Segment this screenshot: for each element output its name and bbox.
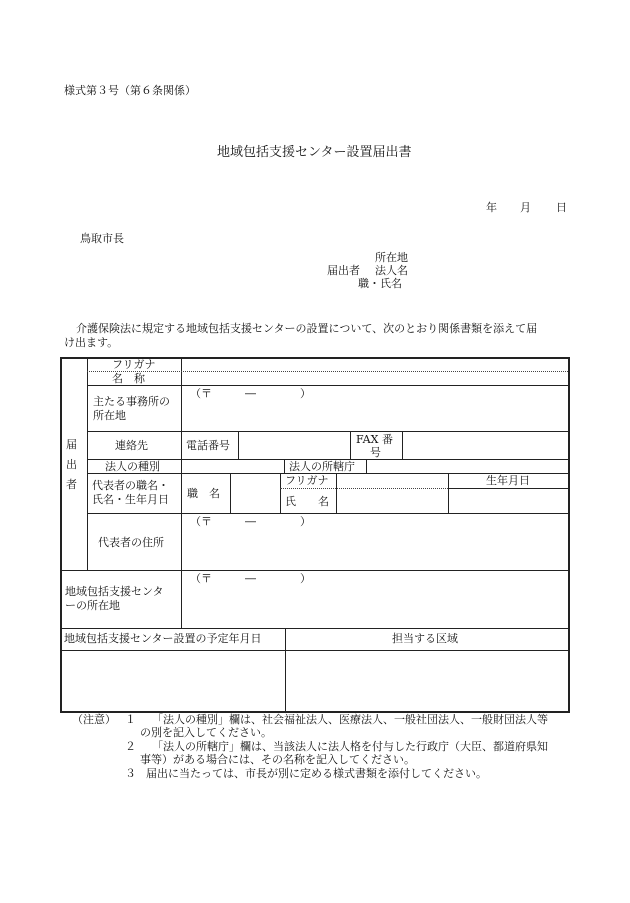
corp-type-label: 法人の種別	[105, 460, 160, 473]
note-1-line-1: 「法人の種別」欄は、社会福祉法人、医療法人、一般社団法人、一般財団法人等	[152, 713, 548, 726]
rep-label-2: 氏名・生年月日	[92, 493, 169, 506]
date-year: 年	[486, 201, 497, 214]
name-label: 名 称	[112, 372, 145, 385]
intro-line-1: 介護保険法に規定する地域包括支援センターの設置について、次のとおり関係書類を添えて届	[76, 322, 538, 335]
note-3-number: ３	[125, 767, 136, 780]
applicant-corp-name-label: 法人名	[375, 264, 408, 277]
rep-person-label: 氏 名	[285, 495, 329, 508]
note-2-line-1: 「法人の所轄庁」欄は、当該法人に法人格を付与した行政庁（大臣、都道府県知	[152, 740, 548, 753]
fax-label-1: FAX 番	[356, 433, 393, 446]
area-label: 担当する区域	[392, 632, 458, 645]
phone-label: 電話番号	[186, 439, 230, 452]
rep-label-1: 代表者の職名・	[92, 479, 169, 492]
notifier-label-3: 者	[66, 478, 77, 491]
center-postal-mark: （〒 ― ）	[190, 572, 311, 585]
date-day: 日	[556, 201, 567, 214]
corp-authority-label: 法人の所轄庁	[289, 460, 355, 473]
notes-label: （注意）	[72, 713, 116, 726]
intro-line-2: け出ます。	[64, 336, 119, 349]
applicant-label: 届出者	[327, 264, 360, 277]
rep-postal-mark: （〒 ― ）	[190, 515, 311, 528]
office-postal-mark: （〒 ― ）	[190, 387, 311, 400]
office-location-label-2: 所在地	[93, 409, 126, 422]
note-1-number: １	[125, 713, 136, 726]
contact-label: 連絡先	[115, 439, 148, 452]
date-month: 月	[520, 201, 531, 214]
planned-date-label: 地域包括支援センター設置の予定年月日	[64, 632, 262, 645]
rep-title-label: 職 名	[187, 487, 220, 500]
fax-label-2: 号	[370, 446, 381, 459]
form-number: 様式第３号（第６条関係）	[64, 84, 196, 97]
note-2-line-2: 事等）がある場合には、その名称を記入してください。	[140, 753, 415, 766]
applicant-location-label: 所在地	[375, 251, 408, 264]
note-3-line-1: 届出に当たっては、市長が別に定める様式書類を添付してください。	[146, 767, 487, 780]
applicant-rep-name-label: 職・氏名	[358, 277, 402, 290]
office-location-label-1: 主たる事務所の	[93, 395, 170, 408]
document-title: 地域包括支援センター設置届出書	[217, 145, 412, 160]
center-location-label-2: ーの所在地	[65, 599, 120, 612]
center-location-label-1: 地域包括支援センタ	[65, 585, 164, 598]
note-1-line-2: の別を記入してください。	[140, 726, 272, 739]
note-2-number: ２	[125, 740, 136, 753]
rep-furigana-label: フリガナ	[285, 474, 329, 487]
rep-address-label: 代表者の住所	[98, 536, 164, 549]
notifier-label-2: 出	[66, 458, 77, 471]
addressee: 鳥取市長	[80, 232, 124, 245]
birth-date-label: 生年月日	[486, 474, 530, 487]
furigana-label: フリガナ	[112, 358, 156, 371]
notifier-label-1: 届	[66, 438, 77, 451]
